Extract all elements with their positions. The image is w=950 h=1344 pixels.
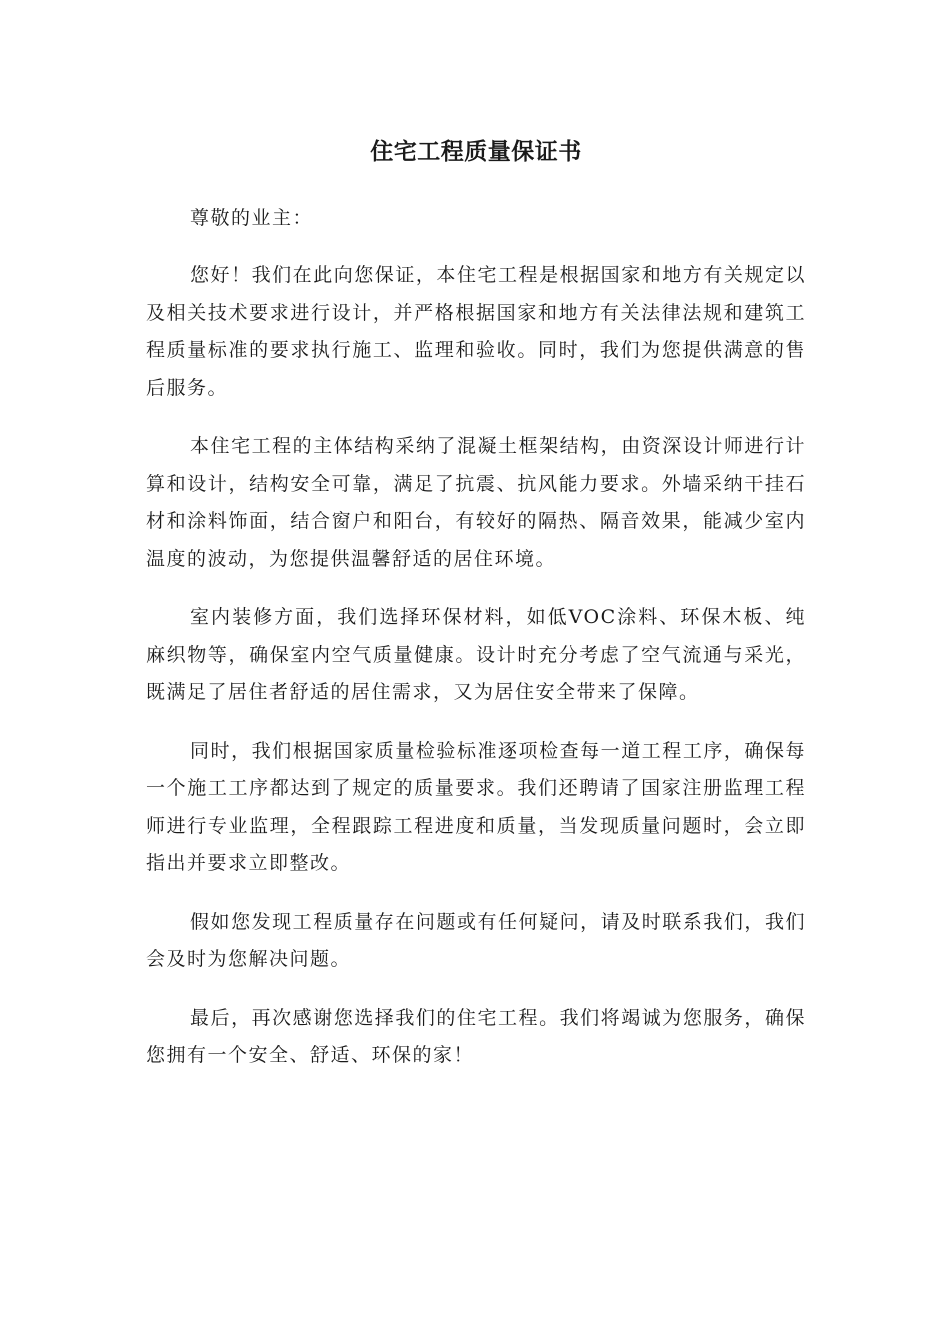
paragraph-structure: 本住宅工程的主体结构采纳了混凝土框架结构，由资深设计师进行计算和设计，结构安全可靠，满足了抗震、抗风能力要求。外墙采纳干挂石材和涂料饰面，结合窗户和阳台，有较好的隔热、隔音效果，能减少室内温度的波动，为您提供温馨舒适的居住环境。: [146, 435, 806, 570]
paragraph-closing: 最后，再次感谢您选择我们的住宅工程。我们将竭诚为您服务，确保您拥有一个安全、舒适、环保的家！: [146, 1006, 806, 1066]
salutation: 尊敬的业主：: [190, 207, 314, 229]
paragraph-inspection: 同时，我们根据国家质量检验标准逐项检查每一道工程工序，确保每一个施工工序都达到了规定的质量要求。我们还聘请了国家注册监理工程师进行专业监理，全程跟踪工程进度和质量，当发现质量问题时，会立即指出并要求立即整改。: [146, 739, 806, 874]
paragraph-greeting: 您好！我们在此向您保证，本住宅工程是根据国家和地方有关规定以及相关技术要求进行设计，并严格根据国家和地方有关法律法规和建筑工程质量标准的要求执行施工、监理和验收。同时，我们为您提供满意的售后服务。: [146, 264, 806, 399]
paragraph-contact: 假如您发现工程质量存在问题或有任何疑问，请及时联系我们，我们会及时为您解决问题。: [146, 910, 806, 970]
document-body: [146, 130, 806, 1096]
document-title: 住宅工程质量保证书: [370, 139, 582, 165]
paragraph-interior: 室内装修方面，我们选择环保材料，如低VOC涂料、环保木板、纯麻织物等，确保室内空气质量健康。设计时充分考虑了空气流通与采光，既满足了居住者舒适的居住需求，又为居住安全带来了保障。: [146, 606, 806, 703]
